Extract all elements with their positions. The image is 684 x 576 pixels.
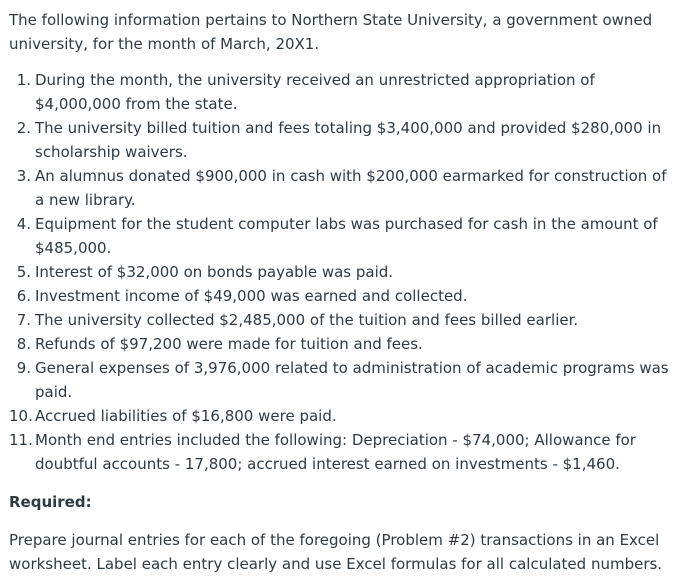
item-text: General expenses of 3,976,000 related to administration of academic programs was paid. xyxy=(35,359,669,401)
list-item xyxy=(9,116,676,164)
item-number: 3. xyxy=(16,167,31,185)
item-text: Investment income of $49,000 was earned and collected. xyxy=(35,287,468,305)
item-text: Interest of $32,000 on bonds payable was paid. xyxy=(35,263,394,281)
item-number: 7. xyxy=(16,311,31,329)
intro-paragraph: The following information pertains to Northern State University, a government owned university, for the month of March, 20X1. xyxy=(9,11,653,53)
list-item xyxy=(9,164,676,212)
item-number: 1. xyxy=(16,71,31,89)
item-number: 5. xyxy=(16,263,31,281)
list-item xyxy=(9,356,676,404)
item-number: 6. xyxy=(16,287,31,305)
list-item xyxy=(9,284,676,308)
item-text: Equipment for the student computer labs was purchased for cash in the amount of $485,000. xyxy=(35,215,658,257)
item-number: 11. xyxy=(9,431,33,449)
list-item xyxy=(9,404,676,428)
item-number: 2. xyxy=(16,119,31,137)
transaction-list xyxy=(9,68,676,476)
item-text: Month end entries included the following: Depreciation - $74,000; Allowance for doubtful accounts - 17,800; accrued interest earned on investments - $1,460. xyxy=(35,431,636,473)
list-item xyxy=(9,212,676,260)
item-number: 10. xyxy=(9,407,33,425)
item-text: Accrued liabilities of $16,800 were paid. xyxy=(35,407,337,425)
item-text: The university billed tuition and fees totaling $3,400,000 and provided $280,000 in scholarship waivers. xyxy=(35,119,662,161)
list-item xyxy=(9,428,676,476)
instruction-paragraph: Prepare journal entries for each of the foregoing (Problem #2) transactions in an Excel worksheet. Label each entry clearly and use Excel formulas for all calculated numbers. xyxy=(9,531,663,573)
item-text: Refunds of $97,200 were made for tuition and fees. xyxy=(35,335,423,353)
required-heading: Required: xyxy=(9,493,92,511)
item-number: 8. xyxy=(16,335,31,353)
item-text: During the month, the university received an unrestricted appropriation of $4,000,000 from the state. xyxy=(35,71,595,113)
item-number: 4. xyxy=(16,215,31,233)
item-number: 9. xyxy=(16,359,31,377)
list-item xyxy=(9,68,676,116)
item-text: The university collected $2,485,000 of the tuition and fees billed earlier. xyxy=(35,311,579,329)
list-item xyxy=(9,308,676,332)
list-item xyxy=(9,332,676,356)
list-item xyxy=(9,260,676,284)
item-text: An alumnus donated $900,000 in cash with $200,000 earmarked for construction of a new library. xyxy=(35,167,667,209)
